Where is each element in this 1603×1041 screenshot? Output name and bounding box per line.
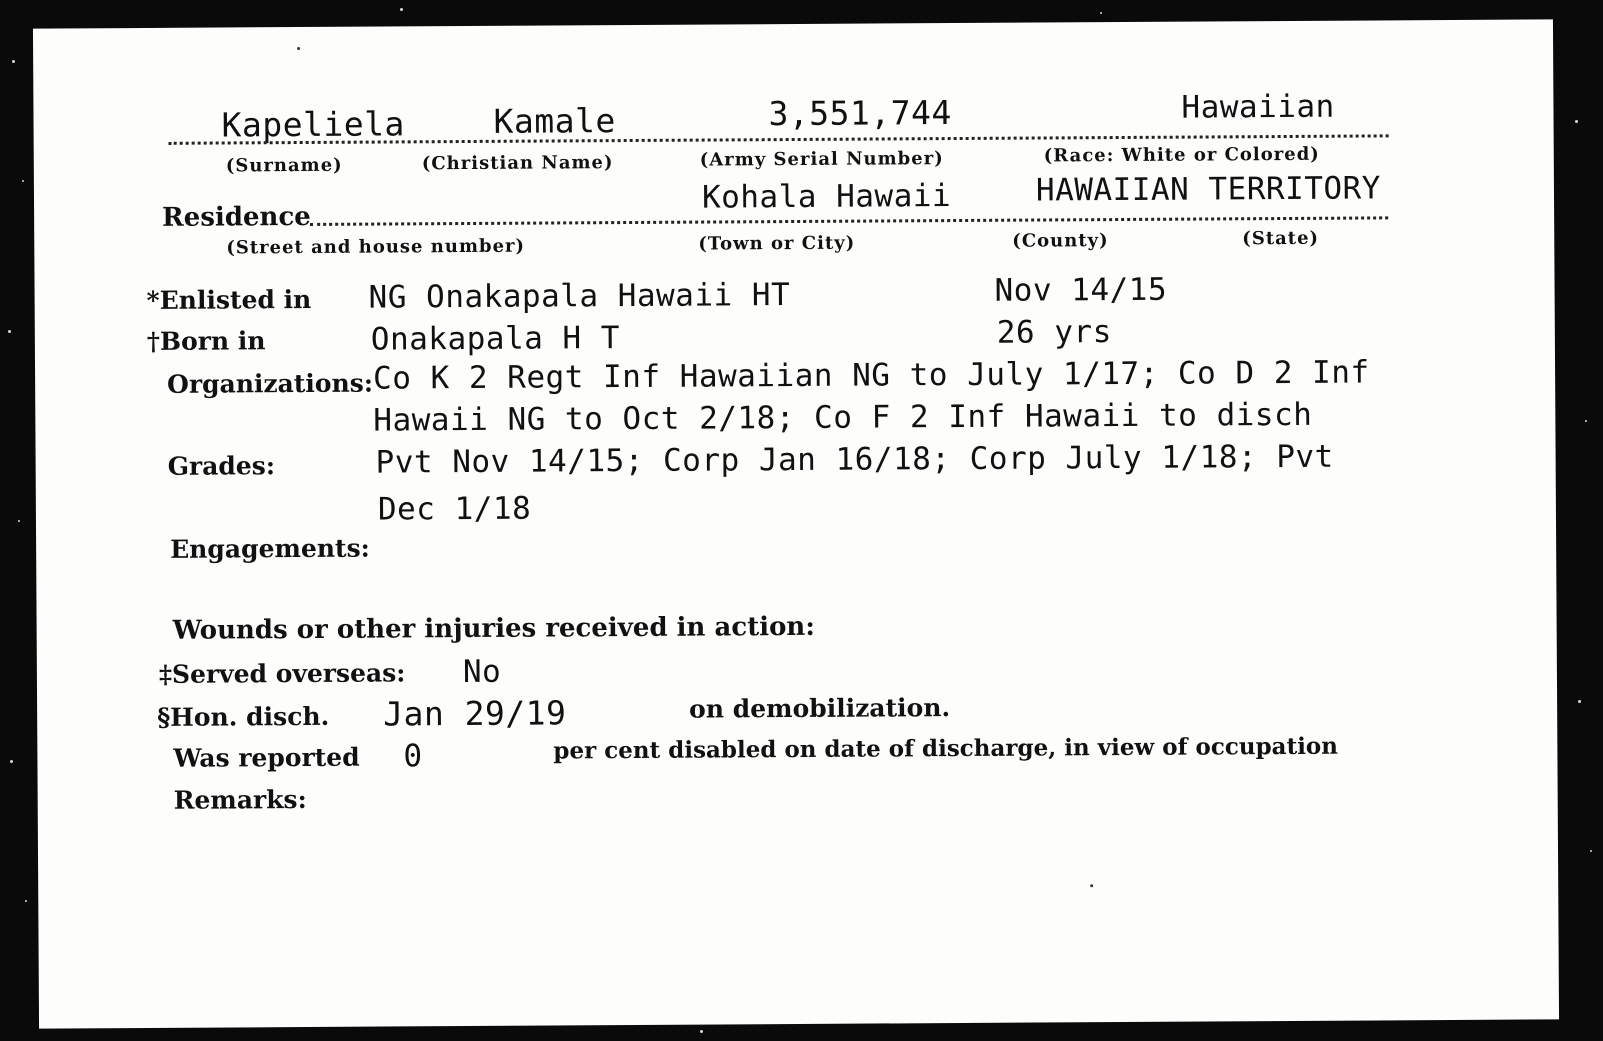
enlisted-place-value: NG Onakapala Hawaii HT: [368, 277, 791, 316]
scan-speck: [400, 8, 403, 11]
scan-speck: [1578, 700, 1581, 703]
on-demobilization-text: on demobilization.: [689, 693, 951, 724]
scan-speck: [25, 900, 27, 902]
surname-value: Kapeliela: [221, 104, 405, 145]
organizations-line-2: Hawaii NG to Oct 2/18; Co F 2 Inf Hawaii to disch: [373, 396, 1313, 439]
was-reported-label: Was reported: [173, 742, 360, 773]
residence-town-value: Kohala Hawaii: [701, 178, 952, 216]
state-label: (State): [1242, 227, 1320, 250]
scan-speck: [10, 760, 13, 763]
residence-state-value: HAWAIIAN TERRITORY: [1035, 170, 1382, 209]
christian-name-value: Kamale: [493, 101, 616, 141]
scan-speck: [22, 180, 24, 182]
discharge-date-value: Jan 29/19: [383, 693, 567, 734]
scan-speck: [1585, 420, 1587, 422]
born-place-value: Onakapala H T: [370, 320, 621, 358]
residence-dotted-line: [310, 216, 1388, 226]
engagements-label: Engagements:: [170, 533, 370, 564]
scan-speck: [1575, 120, 1578, 123]
scan-speck: [12, 60, 15, 63]
grades-line-2: Dec 1/18: [377, 490, 532, 528]
surname-label: (Surname): [225, 154, 343, 177]
organizations-line-1: Co K 2 Regt Inf Hawaiian NG to July 1/17; Co D 2 Inf: [372, 354, 1370, 397]
grades-line-1: Pvt Nov 14/15; Corp Jan 16/18; Corp July 1/18; Pvt: [375, 438, 1334, 481]
served-overseas-label: ‡Served overseas:: [158, 658, 406, 689]
race-value: Hawaiian: [1181, 88, 1335, 126]
residence-label: Residence: [162, 201, 311, 233]
record-card: [33, 19, 1559, 1028]
street-label: (Street and house number): [226, 235, 526, 259]
remarks-label: Remarks:: [173, 784, 307, 815]
enlisted-date-value: Nov 14/15: [994, 271, 1168, 309]
serial-number-value: 3,551,744: [768, 93, 952, 134]
serial-number-label: (Army Serial Number): [699, 148, 944, 171]
race-label: (Race: White or Colored): [1043, 143, 1320, 167]
born-label: †Born in: [146, 326, 266, 356]
scan-speck: [1590, 850, 1592, 852]
enlisted-label: *Enlisted in: [146, 284, 312, 315]
scan-speck: [1100, 12, 1102, 14]
disabled-percent-value: 0: [403, 738, 423, 775]
wounds-label: Wounds or other injuries received in action:: [172, 611, 815, 646]
town-label: (Town or City): [698, 232, 856, 255]
card-speck: [297, 47, 300, 50]
organizations-label: Organizations:: [167, 368, 374, 399]
grades-label: Grades:: [167, 451, 276, 481]
hon-disch-label: §Hon. disch.: [157, 701, 330, 732]
scan-speck: [18, 520, 20, 522]
county-label: (County): [1012, 230, 1109, 252]
scan-speck: [700, 1030, 703, 1033]
scan-speck: [8, 330, 11, 333]
per-cent-disabled-text: per cent disabled on date of discharge, in view of occupation: [553, 732, 1339, 765]
christian-name-label: (Christian Name): [421, 152, 614, 175]
age-value: 26 yrs: [996, 314, 1112, 351]
card-speck: [1090, 884, 1093, 887]
served-overseas-value: No: [462, 653, 502, 691]
